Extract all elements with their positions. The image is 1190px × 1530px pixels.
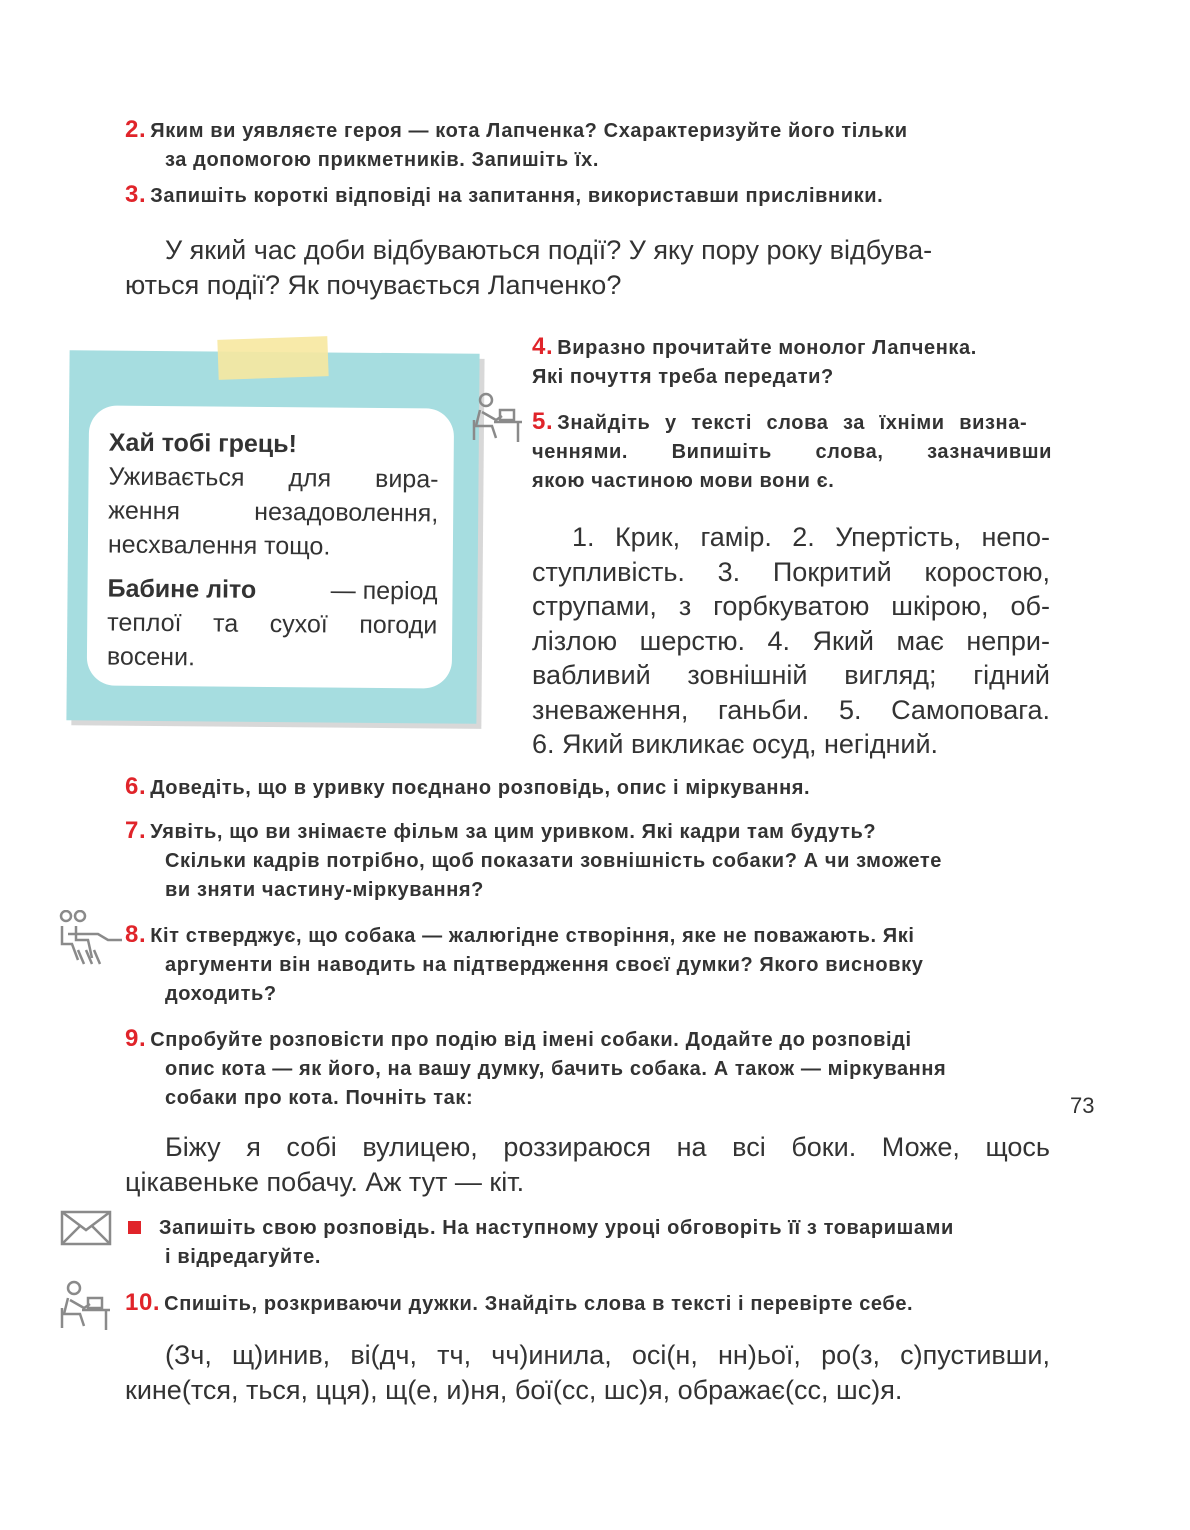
task-text: за допомогою прикметників. Запишіть їх. [165,149,599,171]
task-text: Виразно прочитайте монолог Лапченка. [557,337,977,359]
reading-line: вабливий зовнішній вигляд; гідний [532,660,1050,690]
task-text: Запишіть свою розповідь. На наступному уроці обговоріть її з товаришами [159,1217,954,1239]
idiom-definition: Уживається для вира- [108,462,439,494]
reading-line: цікавеньке побачу. Аж тут — кіт. [125,1167,525,1197]
task-9 [125,1024,1050,1113]
task-7 [125,816,1050,905]
reading-text [125,233,1050,303]
task-text: Спишіть, розкриваючи дужки. Знайдіть слова в тексті і перевірте себе. [164,1293,914,1315]
task-text: Скільки кадрів потрібно, щоб показати зовнішність собаки? А чи зможете [165,850,942,872]
task-3 [125,180,1050,211]
reading-line: ються події? Як почувається Лапченко? [125,270,622,300]
reading-line: струпами, з горбкуватою шкірою, об- [532,591,1050,621]
task-text: ченнями. Випишіть слова, зазначивши [532,441,1052,463]
reading-line: лізлою шерстю. 4. Який має непри- [532,625,1050,656]
task-number: 3. [125,181,147,208]
reading-line: Біжу я собі вулицею, роззираюся на всі боки. Може, щось [165,1132,1050,1162]
reading-line: (Зч, щ)инив, ві(дч, тч, чч)инила, осі(н, нн)ьої, ро(з, с)пустивши, [165,1340,1050,1370]
idiom-definition: теплої та сухої погоди [107,608,438,640]
task-4 [532,332,1052,392]
task-number: 9. [125,1025,147,1052]
task-text: аргументи він наводить на підтвердження своєї думки? Якого висновку [165,954,924,976]
reading-line: У який час доби відбуваються події? У яку пору року відбува- [165,235,933,265]
reading-line: 1. Крик, гамір. 2. Упертість, непо- [572,522,1050,552]
task-number: 10. [125,1289,161,1316]
reading-line: зневаження, ганьби. 5. Самоповага. [532,694,1050,725]
idiom-definition: — період [330,576,438,606]
task-text: собаки про кота. Почніть так: [165,1087,474,1109]
task-number: 8. [125,921,147,948]
note-inner [87,405,454,688]
desk-worker-icon [58,1280,112,1332]
idiom-definition: восени. [106,642,196,672]
task-text: і відредагуйте. [165,1246,322,1268]
bullet-square [128,1221,141,1234]
task-number: 7. [125,817,147,844]
task-text: Які почуття треба передати? [532,366,834,388]
idiom-definition: несхвалення тощо. [107,530,331,561]
reading-text [125,1130,1050,1200]
reading-line: 6. Який викликає осуд, негідний. [532,729,939,759]
task-text: Яким ви уявляєте героя — кота Лапченка? Схарактеризуйте його тільки [150,120,908,142]
task-number: 5. [532,408,554,435]
bullet-task [125,1214,1050,1272]
task-text: Знайдіть у тексті слова за їхніми визна- [557,412,1028,434]
reading-text [532,520,1050,762]
task-text: опис кота — як його, на вашу думку, бачить собака. А також — міркування [165,1058,947,1080]
task-text: доходить? [165,983,277,1005]
task-10 [125,1288,1050,1319]
task-text: Спробуйте розповісти про подію від імені собаки. Додайте до розповіді [150,1029,912,1051]
task-2 [125,115,1050,175]
task-text: якою частиною мови вони є. [532,470,835,492]
reading-text [125,1338,1050,1408]
tape-strip [217,336,328,380]
group-work-icon [58,910,124,966]
task-5 [532,407,1052,496]
task-8 [125,920,1050,1009]
task-number: 6. [125,773,147,800]
task-number: 2. [125,116,147,143]
task-number: 4. [532,333,554,360]
task-6 [125,772,1050,803]
note-card [66,350,479,724]
task-text: Уявіть, що ви знімаєте фільм за цим уривком. Які кадри там будуть? [150,821,877,843]
reading-line: ступливість. 3. Покритий коростою, [532,556,1050,587]
page-number: 73 [1070,1093,1095,1118]
task-text: Запишіть короткі відповіді на запитання, використавши прислівники. [150,185,884,207]
idiom-term: Хай тобі грець! [108,428,297,459]
reading-line: кине(тся, ться, цця), щ(е, и)ня, бої(сс, шс)я, ображає(сс, шс)я. [125,1375,903,1405]
task-text: Доведіть, що в уривку поєднано розповідь, опис і міркування. [150,777,811,799]
idiom-term: Бабине літо [107,574,257,604]
task-text: ви зняти частину-міркування? [165,879,484,901]
envelope-icon [60,1208,112,1248]
desk-worker-icon [470,392,524,444]
task-text: Кіт стверджує, що собака — жалюгідне створіння, яке не поважають. Які [150,925,915,947]
idiom-definition: ження незадоволення, [108,496,439,528]
